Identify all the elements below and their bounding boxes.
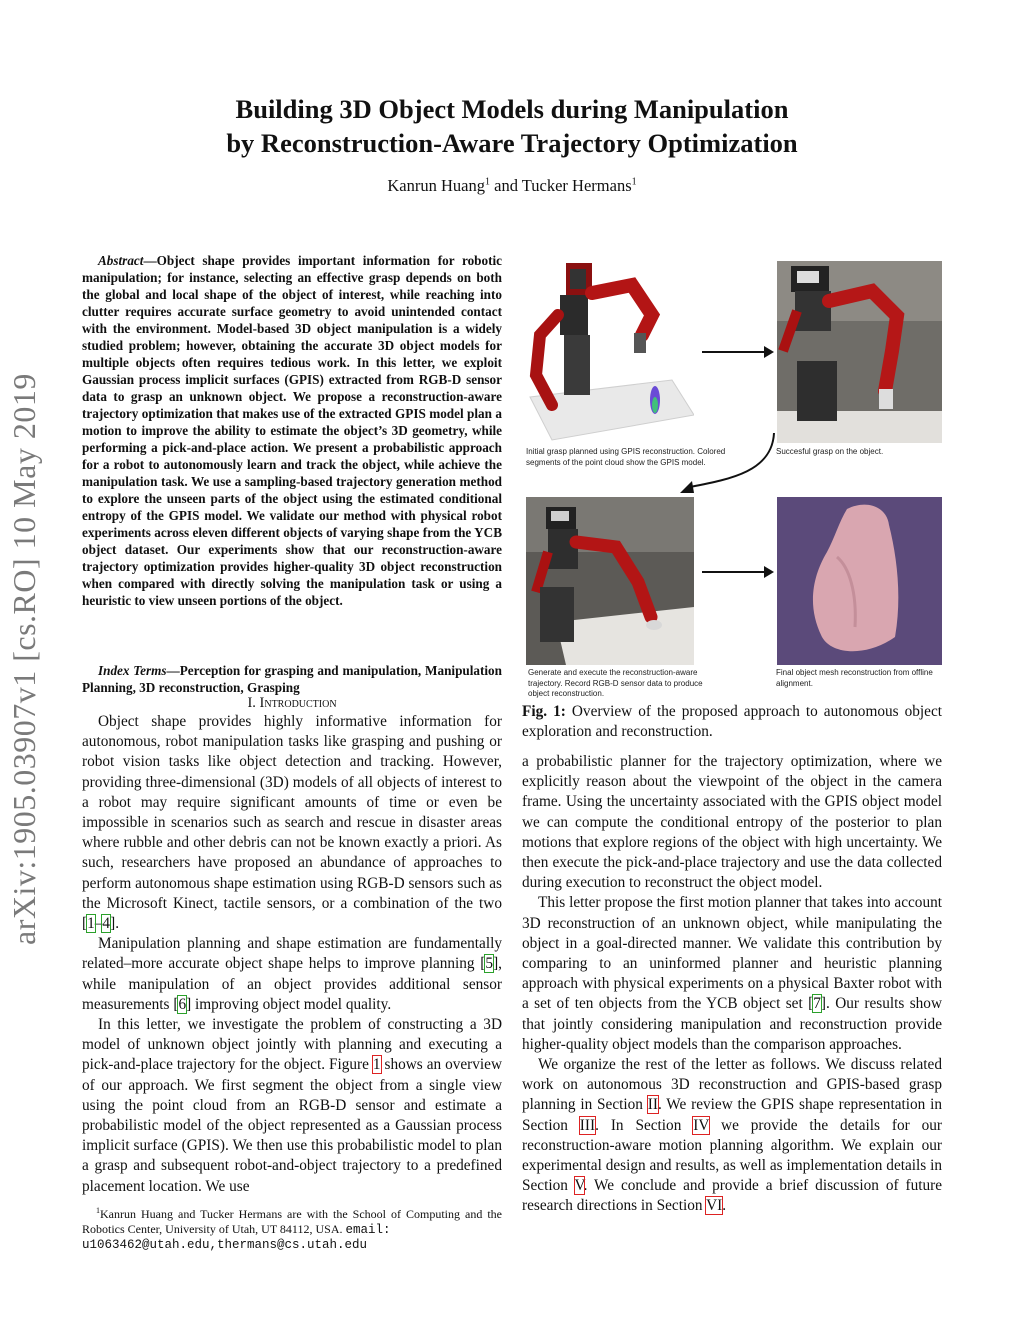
author-2: Tucker Hermans	[521, 176, 632, 195]
intro-paragraph-5: This letter propose the first motion planner that takes into account 3D reconstruction of an unknown object, while manipulating the object in a goal-directed manner. We validate this contribution by comparing to an uninformed planner and heuristic planning approach with physical experiments on a physical Baxter robot with a set of ten objects from the YCB object set [7]. Our results show that jointly considering manipulation and reconstruction provide higher-quality object models than the comparison approaches.	[522, 894, 942, 1053]
section-link[interactable]: VI	[706, 1197, 723, 1215]
intro-right-column	[522, 752, 942, 1217]
intro-p1-end: .	[115, 915, 120, 933]
footnote-text: Kanrun Huang and Tucker Hermans are with the School of Computing and the Robotics Center, University of Utah, UT 84112, USA.	[82, 1207, 502, 1236]
intro-paragraph-6	[522, 1055, 942, 1217]
intro-left-column	[82, 712, 502, 1197]
section-heading-introduction: I. Introduction	[247, 695, 337, 711]
author-1-mark: 1	[485, 176, 490, 188]
figure-1	[522, 255, 942, 700]
section-link[interactable]: III	[579, 1116, 596, 1134]
index-terms-text: —Perception for grasping and manipulation, Manipulation Planning, 3D reconstruction, Grasping	[82, 663, 502, 695]
footnote-mark: 1	[96, 1206, 100, 1215]
index-terms	[82, 663, 502, 696]
figure-image-gpis-grasp	[522, 255, 694, 443]
section-link[interactable]: IV	[693, 1116, 710, 1134]
title-line-1: Building 3D Object Models during Manipulation	[235, 94, 789, 124]
intro-paragraph-4: a probabilistic planner for the trajectory optimization, where we explicitly reason about the viewpoint of the object in the camera frame. Using the uncertainty associated with the GPIS object model we can compute the conditional entropy of the posterior to plan motions that explore regions of the object with high uncertainty. We then execute the pick-and-place trajectory and use the data collected during execution to reconstruct the object model.	[522, 753, 942, 892]
abstract-label: Abstract	[98, 253, 144, 268]
intro-p6-text-a: We organize the rest of the letter as follows. We discuss related work on autonomous 3D reconstruction and GPIS-based grasp planning in Section	[522, 1056, 942, 1114]
intro-paragraph-3	[82, 1015, 502, 1197]
citation-link[interactable]: 4	[102, 915, 111, 933]
arrow-right-icon	[702, 345, 774, 359]
abstract	[82, 252, 502, 609]
intro-p6-text-b: . We review the GPIS shape representation in Section	[522, 1096, 942, 1134]
author-1: Kanrun Huang	[387, 176, 485, 195]
section-link[interactable]: II	[647, 1096, 658, 1114]
caption-trajectory: Generate and execute the reconstruction-aware trajectory. Record RGB-D sensor data to produce object reconstruction.	[528, 668, 703, 698]
intro-p6-text-f: .	[722, 1197, 727, 1215]
intro-p5-text-b: . Our results show that jointly considering manipulation and reconstruction provide higher-quality object models than the comparison approaches.	[522, 995, 942, 1053]
intro-paragraph-2: Manipulation planning and shape estimation are fundamentally related–more accurate object shape helps to improve planning [5], while manipulation of an object provides additional sensor measurements [6] improving object model quality.	[82, 935, 502, 1013]
footnote-email-label: email:	[345, 1222, 391, 1237]
figure-1-caption	[522, 702, 942, 742]
intro-p1-text: Object shape provides highly informative information for autonomous, robot manipulation tasks like grasping and pushing or robot vision tasks like object detection and tracking. However, providing three-dimensional (3D) models of all objects of interest to a robot may require significant amounts of time or even be impossible in scenarios such as search and rescue in disaster areas where rubble and other debris can not be known exactly a priori. As such, researchers have proposed an abundance of approaches to perform autonomous shape estimation using RGB-D sensors such as the Microsoft Kinect, tactile sensors, or a combination of the two	[82, 713, 502, 912]
title-line-2: by Reconstruction-Aware Trajectory Optimization	[226, 128, 798, 158]
figure-1-caption-text: Overview of the proposed approach to autonomous object exploration and reconstruction.	[522, 703, 942, 740]
curved-arrow-icon	[672, 431, 782, 501]
citation-link[interactable]: 1	[87, 915, 95, 933]
citation-link[interactable]: 5	[485, 955, 494, 973]
figure-link[interactable]: 1	[372, 1056, 381, 1074]
citation-dash: –	[94, 915, 103, 933]
citation-link[interactable]: 6	[178, 995, 187, 1013]
citation-link[interactable]: 7	[813, 995, 821, 1013]
affiliation-footnote	[82, 1204, 502, 1253]
figure-image-trajectory	[526, 497, 694, 665]
figure-image-successful-grasp	[777, 261, 942, 443]
footnote-emails[interactable]: u1063462@utah.edu,thermans@cs.utah.edu	[82, 1238, 368, 1252]
caption-mesh: Final object mesh reconstruction from offline alignment.	[776, 668, 933, 688]
intro-p3-text-a: In this letter, we investigate the problem of constructing a 3D model of unknown object jointly with planning and executing a pick-and-place trajectory for the object. Figure	[82, 1016, 502, 1074]
figure-1-label: Fig. 1:	[522, 703, 566, 720]
intro-p3-text-b: shows an overview of our approach. We first segment the object from a single view using the point cloud from an RGB-D sensor and estimate a probabilistic model of the object represented as a Gaussian process implicit surface (GPIS). We then use this probabilistic model to plan a grasp and subsequent robot-and-object trajectory to a predefined placement location. We use	[82, 1056, 502, 1195]
intro-p2-text-c: improving object model quality.	[191, 995, 392, 1013]
abstract-text: —Object shape provides important information for robotic manipulation; for instance, selecting an effective grasp depends on both the global and local shape of the object of interest, while reaching into clutter requires accurate surface geometry to avoid unintended contact with the environment. Model-based 3D object manipulation is a widely studied problem; however, obtaining the accurate 3D object models for multiple objects often requires tedious work. In this letter, we exploit Gaussian process implicit surfaces (GPIS) extracted from RGB-D sensor data to grasp an unknown object. We propose a reconstruction-aware trajectory optimization that makes use of the extracted GPIS model plan a motion to improve the ability to estimate the object’s 3D geometry, while performing a pick-and-place action. We present a probabilistic approach for a robot to autonomously learn and track the object, while achieve the manipulation task. We use a sampling-based trajectory generation method to explore the unseen parts of the object using the estimated conditional entropy of the GPIS model. We validate our method with physical robot experiments across eleven different objects of varying shape from the YCB object dataset. Our experiments show that our reconstruction-aware trajectory optimization provides higher-quality 3D object reconstruction when compared with directly solving the manipulation task or using a heuristic to view unseen portions of the object.	[82, 253, 502, 608]
arxiv-identifier: arXiv:1905.03907v1 [cs.RO] 10 May 2019	[6, 373, 42, 945]
intro-p2-text-b: , while manipulation of an object provides additional sensor measurements	[82, 955, 502, 1013]
author-separator: and	[490, 176, 522, 195]
intro-p5-text-a: This letter propose the first motion planner that takes into account 3D reconstruction of an unknown object, while manipulating the object in a goal-directed manner. We validate this contribution by comparing to an uninformed planner and heuristic planning approach with physical experiments on a physical Baxter robot with a set of ten objects from the YCB object set	[522, 894, 942, 1013]
arrow-right-icon	[702, 565, 774, 579]
author-2-mark: 1	[631, 176, 637, 188]
figure-image-mesh	[777, 497, 942, 665]
section-link[interactable]: V	[574, 1177, 584, 1195]
intro-p6-text-e: . We conclude and provide a brief discussion of future research directions in Section	[522, 1177, 942, 1215]
author-line	[0, 176, 1024, 196]
caption-successful-grasp: Succesful grasp on the object.	[776, 447, 884, 456]
paper-title	[0, 92, 1024, 160]
intro-p6-text-d: we provide the details for our reconstruction-aware motion planning algorithm. We explain our experimental design and results, as well as implementation details in Section	[522, 1116, 942, 1195]
intro-paragraph-1: Object shape provides highly informative information for autonomous, robot manipulation tasks like grasping and pushing or robot vision tasks like object detection and tracking. However, providing three-dimensional (3D) models of all objects of interest to a robot may require significant amounts of time or even be impossible in scenarios such as search and rescue in disaster areas where rubble and other debris can not be known exactly a priori. As such, researchers have proposed an abundance of approaches to perform autonomous shape estimation using RGB-D sensors such as the Microsoft Kinect, tactile sensors, or a combination of the two [1–4].	[82, 713, 502, 933]
intro-p6-text-c: . In Section	[595, 1116, 694, 1134]
index-terms-label: Index Terms	[98, 663, 167, 678]
intro-p2-text-a: Manipulation planning and shape estimation are fundamentally related–more accurate object shape helps to improve planning	[82, 935, 502, 973]
caption-gpis-grasp: Initial grasp planned using GPIS reconstruction. Colored segments of the point cloud show the GPIS model.	[526, 447, 726, 467]
